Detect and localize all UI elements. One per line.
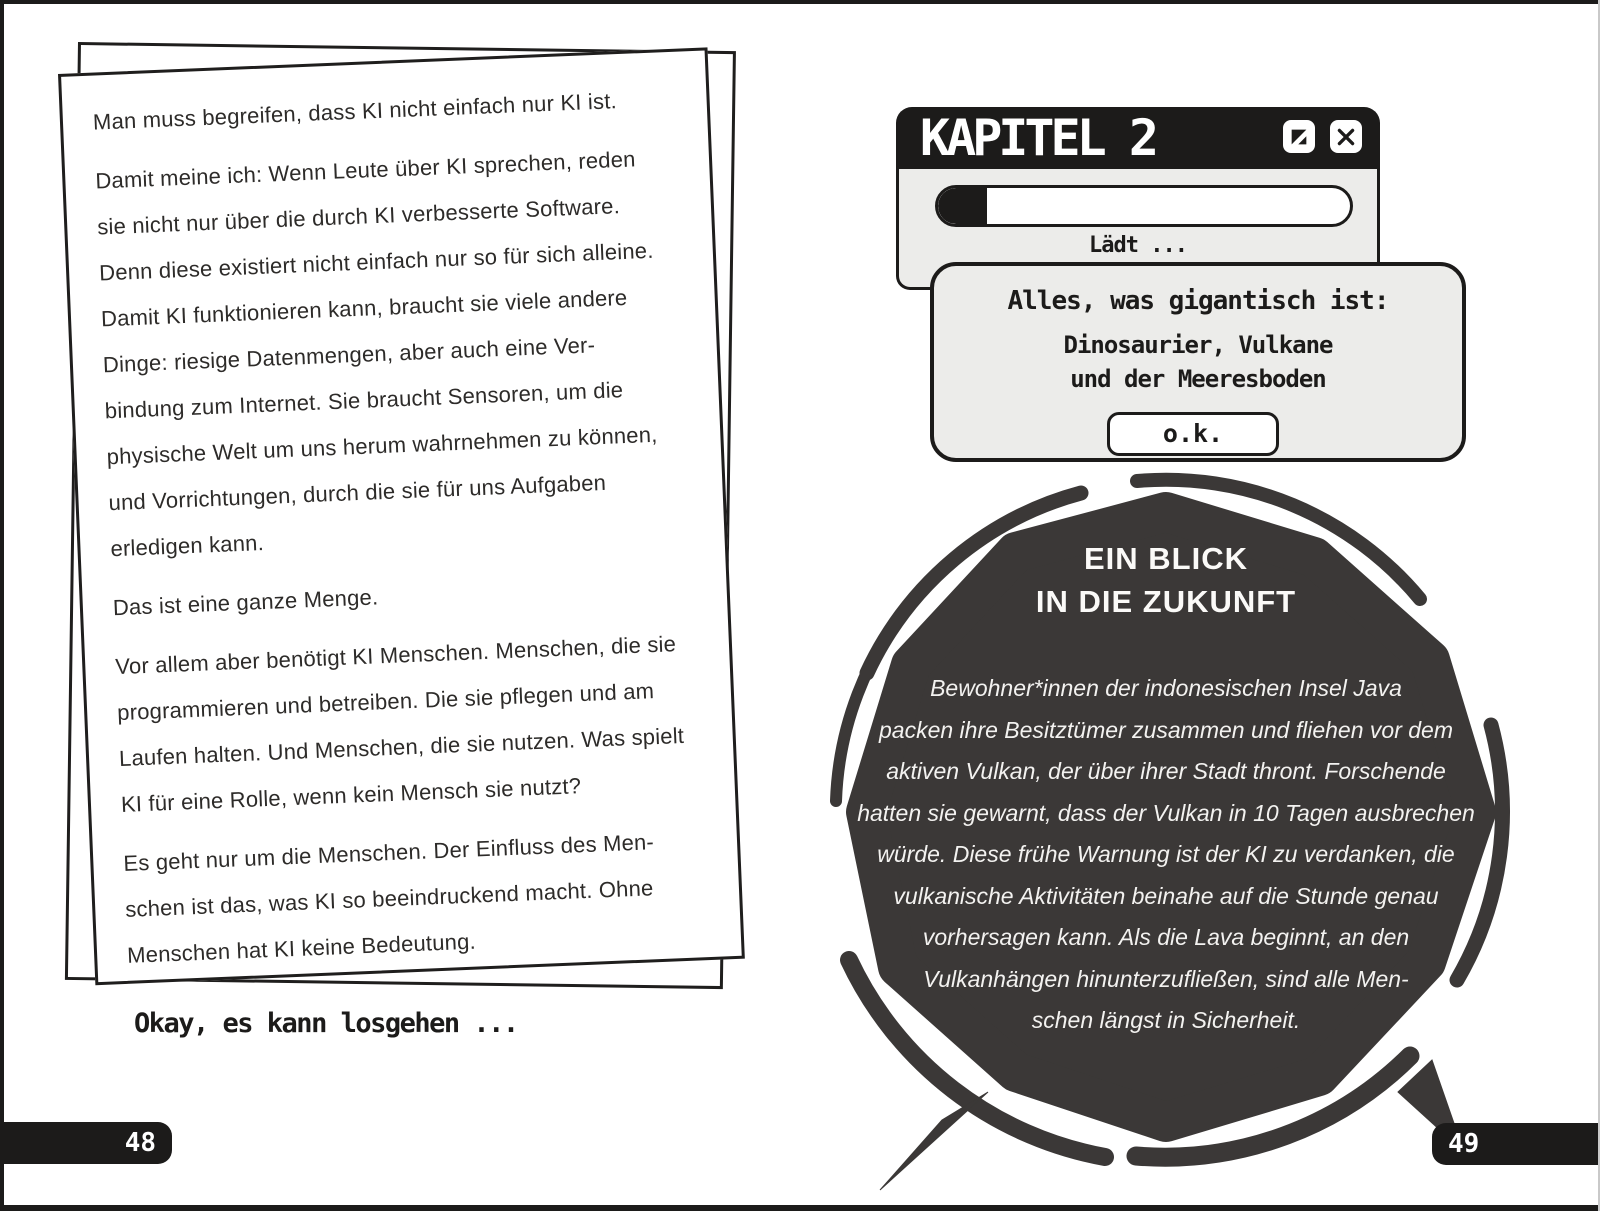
frame-bottom [0,1205,1600,1211]
splat-body-line: aktiven Vulkan, der über ihrer Stadt thront. Forschende [886,758,1446,784]
splat-heading-line: EIN BLICK [1084,541,1248,576]
chapter-window-titlebar [896,107,1380,169]
note-line: Man muss begreifen, dass KI nicht einfach nur KI ist. [92,88,618,135]
note-paragraph [112,561,703,631]
dialog-subtitle-line: und der Meeresboden [1070,365,1326,393]
loading-label: Lädt ... [1089,233,1187,258]
note-line: und Vorrichtungen, durch die sie für uns Aufgaben [108,469,607,516]
note-text [92,75,718,978]
frame-top [0,0,1600,4]
note-line: sie nicht nur über die durch KI verbesserte Software. [96,193,621,240]
splat-body-line: vorhersagen kann. Als die Lava beginnt, an den [922,924,1410,950]
close-icon [1335,126,1357,148]
frame-left [0,0,4,1211]
splat-body-line: hatten sie gewarnt, dass der Vulkan in 10 Tagen ausbrechen [857,799,1475,826]
note-line: Damit meine ich: Wenn Leute über KI sprechen, reden [94,146,637,194]
note-paragraph [114,620,711,828]
chapter-dialog [930,262,1466,462]
note-line: physische Welt um uns herum wahrnehmen zu können, [106,421,658,470]
note-line: Denn diese existiert nicht einfach nur so für sich alleine. [98,237,655,286]
note-paragraph [94,134,700,572]
maximize-icon [1288,126,1310,148]
dialog-title: Alles, was gigantisch ist: [1007,286,1389,316]
note-line: bindung zum Internet. Sie braucht Sensoren, um die [104,377,624,424]
progress-bar [935,185,1353,227]
note-line: Menschen hat KI keine Bedeutung. [126,928,477,968]
note-line: Damit KI funktionieren kann, braucht sie viele andere [100,284,628,332]
page-number-right: 49 [1432,1123,1600,1165]
note-line: KI für eine Rolle, wenn kein Mensch sie nutzt? [120,773,582,818]
close-button[interactable] [1330,120,1362,153]
ok-button[interactable]: o.k. [1107,412,1279,456]
page-number-left: 48 [0,1122,172,1164]
note-line: programmieren und betreiben. Die sie pflegen und am [116,678,655,726]
dialog-subtitle [934,328,1462,396]
note-paragraph [92,75,683,145]
note-line: schen ist das, was KI so beeindruckend macht. Ohne [124,875,654,922]
maximize-button[interactable] [1283,120,1315,153]
splat-heading-line: IN DIE ZUKUNFT [1035,584,1297,619]
splat-body-line: schen längst in Sicherheit. [1031,1007,1301,1033]
note-paragraph [123,817,718,979]
splat-body-line: packen ihre Besitztümer zusammen und fliehen vor dem [878,716,1453,743]
splat-body-line: würde. Diese frühe Warnung ist der KI zu verdanken, die [877,841,1455,867]
note-line: Laufen halten. Und Menschen, die sie nutzen. Was spielt [118,722,685,772]
note-line: Vor allem aber benötigt KI Menschen. Menschen, die sie [114,631,677,680]
note-line: Es geht nur um die Menschen. Der Einfluss des Men- [122,829,655,876]
dialog-subtitle-line: Dinosaurier, Vulkane [1063,331,1333,359]
splat-body-line: Vulkanhängen hinunterzufließen, sind alle Men- [923,965,1409,992]
splat-paragraph [816,668,1516,1042]
chapter-window-title: KAPITEL 2 [920,109,1155,167]
note-line: Dinge: riesige Datenmengen, aber auch eine Ver- [102,332,596,378]
tagline-text: Okay, es kann losgehen ... [134,1008,518,1039]
splat-heading [866,537,1466,623]
progress-fill [938,188,987,224]
note-line: erledigen kann. [109,529,265,562]
splat-body-line: vulkanische Aktivitäten beinahe auf die Stunde genau [893,882,1439,909]
splat-body-line: Bewohner*innen der indonesischen Insel Java [930,675,1402,701]
note-sheet-front [58,47,745,985]
note-line: Das ist eine ganze Menge. [112,584,379,621]
